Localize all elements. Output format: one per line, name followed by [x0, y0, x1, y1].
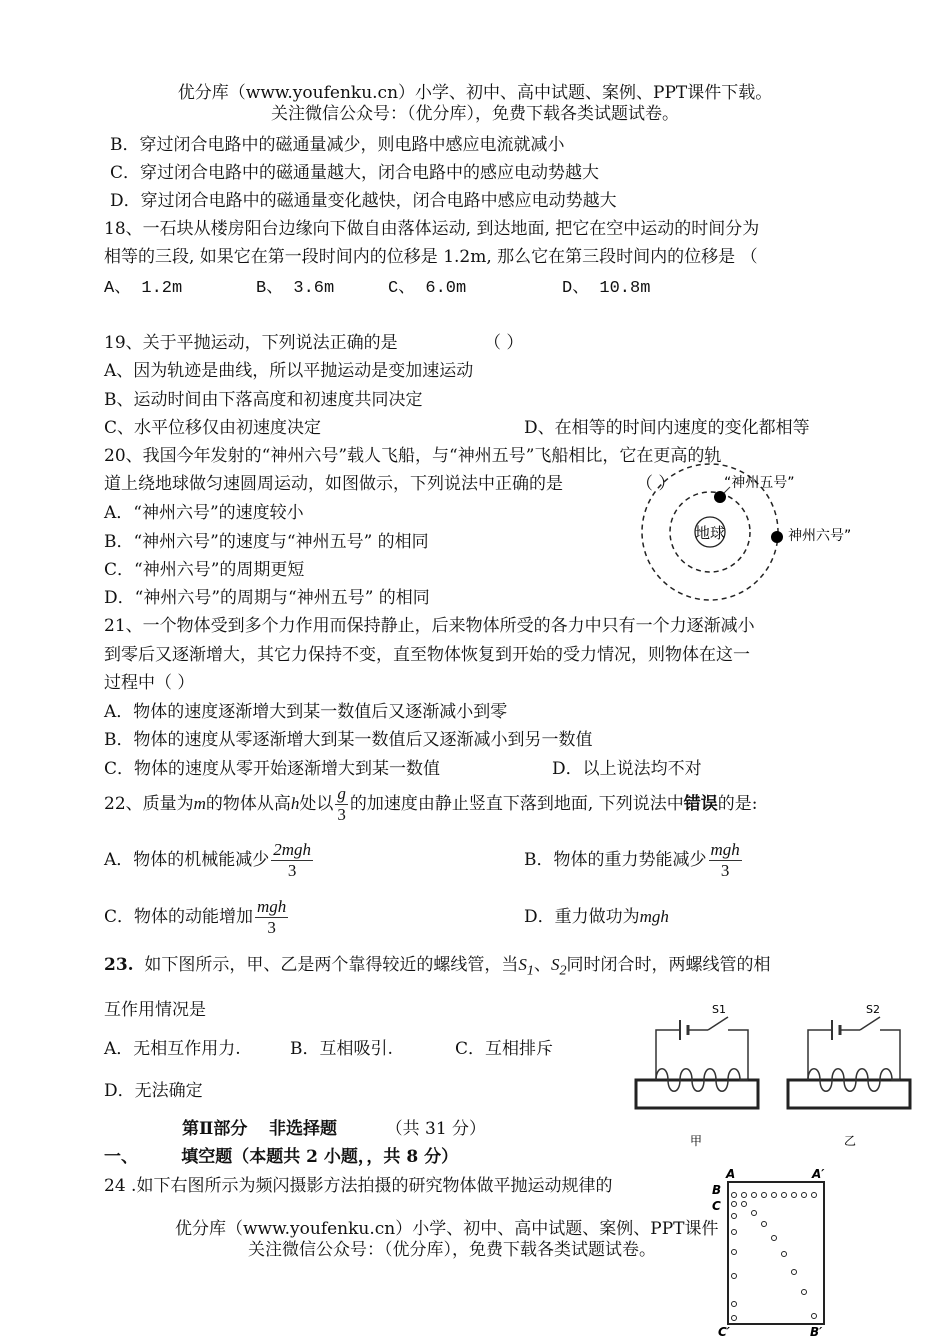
q18-option-c: C、 6.0m: [388, 279, 467, 298]
q22-option-a: A．物体的机械能减少 $\frac{\text{2mgh}}{3}$: [104, 840, 312, 880]
svg-text:B′: B′: [810, 1325, 823, 1339]
svg-text:S1: S1: [712, 1003, 726, 1016]
q20-option-c: C．“神州六号”的周期更短: [104, 560, 305, 580]
q17-option-c: C．穿过闭合电路中的磁通量越大，闭合电路中的感应电动势越大: [110, 163, 600, 183]
footer-line-2: 关注微信公众号：（优分库），免费下载各类试题试卷。: [248, 1240, 656, 1260]
svg-text:B: B: [712, 1183, 722, 1197]
q18-option-a: A、 1.2m: [104, 279, 183, 298]
label-shenzhou-5: “神州五号”: [724, 475, 795, 491]
q19-option-b: B、运动时间由下落高度和初速度共同决定: [104, 390, 423, 410]
q19-option-d: D、在相等的时间内速度的变化都相等: [524, 418, 810, 438]
q20-bracket: （ ）: [636, 474, 676, 494]
q22-option-d: D．重力做功为mgh: [524, 907, 669, 927]
q22-option-b: B．物体的重力势能减少 $\frac{\text{mgh}}{3}$: [524, 840, 740, 880]
svg-text:C: C: [712, 1199, 721, 1213]
q19-bracket: （ ）: [484, 333, 524, 353]
svg-text:甲: 甲: [690, 1134, 703, 1148]
q17-option-b: B．穿过闭合电路中的磁通量减少，则电路中感应电流就减小: [110, 135, 565, 155]
g-over-3-fraction: $\frac{g}{3}$: [337, 784, 346, 824]
shenzhou-6-dot: [771, 531, 783, 543]
q22-option-c: C．物体的动能增加 $\frac{\text{mgh}}{3}$: [104, 897, 287, 937]
orbit-diagram: [630, 462, 870, 610]
q20-option-d: D．“神州六号”的周期与“神州五号” 的相同: [104, 588, 430, 608]
footer-line-1: 优分库（www.youfenku.cn）小学、初中、高中试题、案例、PPT课件: [175, 1219, 719, 1239]
q21-option-d: D．以上说法均不对: [552, 759, 702, 779]
solenoid-right: [788, 1003, 910, 1148]
svg-text:A′: A′: [812, 1168, 825, 1181]
q23-option-b: B．互相吸引.: [290, 1039, 393, 1059]
q23-stem-line-2: 互作用情况是: [104, 1000, 206, 1020]
q21-option-c: C．物体的速度从零开始逐渐增大到某一数值: [104, 759, 441, 779]
svg-text:S2: S2: [866, 1003, 880, 1016]
q21-stem-line-3: 过程中（ ）: [104, 673, 195, 693]
q21-stem-line-1: 21、一个物体受到多个力作用而保持静止，后来物体所受的各力中只有一个力逐渐减小: [104, 616, 755, 636]
q18-option-b: B、 3.6m: [256, 279, 335, 298]
q18-stem-line-2: 相等的三段, 如果它在第一段时间内的位移是 1.2m, 那么它在第三段时间内的位移是 （: [104, 247, 758, 267]
q23-stem-line-1: 23. 如下图所示，甲、乙是两个靠得较近的螺线管，当$S_1$、$S_2$同时闭合时，两螺线管的相: [104, 955, 771, 979]
earth-label: 地球: [694, 524, 726, 542]
q23-option-a: A．无相互作用力.: [104, 1039, 241, 1059]
q18-stem-line-1: 18、一石块从楼房阳台边缘向下做自由落体运动, 到达地面, 把它在空中运动的时间分为: [104, 219, 760, 239]
q22-stem: 22、质量为m的物体从高h处以 $\frac{g}{3}$ 的加速度由静止竖直下落到地面, 下列说法中错误的是:: [104, 784, 758, 824]
q20-stem-line-2: 道上绕地球做匀速圆周运动，如图做示，下列说法中正确的是: [104, 474, 563, 494]
q21-option-a: A．物体的速度逐渐增大到某一数值后又逐渐减小到零: [104, 702, 508, 722]
svg-text:C′: C′: [718, 1325, 730, 1339]
q17-option-d: D．穿过闭合电路中的磁通量变化越快，闭合电路中感应电动势越大: [110, 191, 617, 211]
q23-option-c: C．互相排斥: [455, 1039, 554, 1059]
svg-text:A: A: [726, 1168, 736, 1181]
q23-option-d: D．无法确定: [104, 1081, 203, 1101]
header-line-2: 关注微信公众号：（优分库），免费下载各类试题试卷。: [271, 104, 679, 124]
q21-stem-line-2: 到零后又逐渐增大，其它力保持不变，直至物体恢复到开始的受力情况，则物体在这一: [104, 645, 750, 665]
q18-option-d: D、 10.8m: [562, 279, 651, 298]
q20-option-a: A．“神州六号”的速度较小: [104, 503, 304, 523]
q19-option-a: A、因为轨迹是曲线，所以平抛运动是变加速运动: [104, 361, 474, 381]
label-shenzhou-6: 神州六号”: [788, 528, 852, 544]
q20-stem-line-1: 20、我国今年发射的“神州六号”载人飞船，与“神州五号”飞船相比，它在更高的轨: [104, 446, 722, 466]
q21-option-b: B．物体的速度从零逐渐增大到某一数值后又逐渐减小到另一数值: [104, 730, 593, 750]
part2-heading: 第Ⅱ部分 非选择题 （共 31 分）: [182, 1119, 487, 1139]
q20-option-b: B．“神州六号”的速度与“神州五号” 的相同: [104, 532, 429, 552]
q19-option-c: C、水平位移仅由初速度决定: [104, 418, 322, 438]
q24-stem: 24 .如下右图所示为频闪摄影方法拍摄的研究物体做平抛运动规律的: [104, 1176, 613, 1196]
strobe-photo-diagram: [708, 1168, 838, 1340]
solenoid-left: [636, 1003, 758, 1148]
q19-stem: 19、关于平抛运动，下列说法正确的是: [104, 333, 398, 353]
svg-text:乙: 乙: [844, 1134, 857, 1148]
header-line-1: 优分库（www.youfenku.cn）小学、初中、高中试题、案例、PPT课件下载。: [177, 83, 773, 103]
section1-heading: 一、 填空题（本题共 2 小题，，共 8 分）: [104, 1147, 459, 1167]
solenoid-diagram: [628, 995, 933, 1163]
